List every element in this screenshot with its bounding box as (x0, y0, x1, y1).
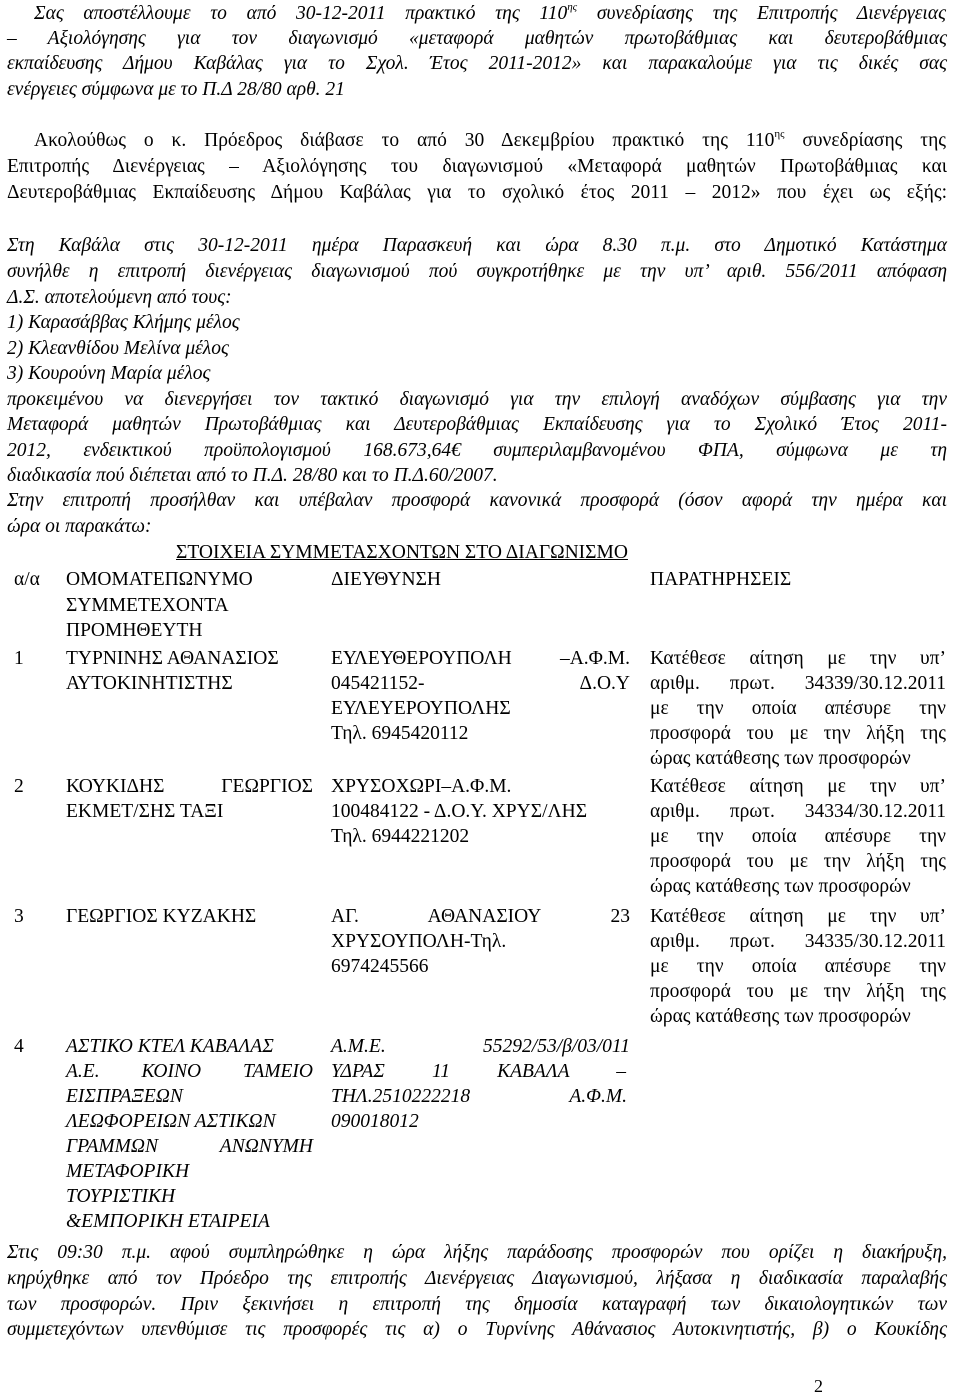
row-address: ΧΡΥΣΟΧΩΡΙ–Α.Φ.Μ. (331, 776, 512, 797)
row-address: ΥΔΡΑΣ 11 ΚΑΒΑΛΑ – (331, 1061, 626, 1082)
header-name: ΣΥΜΜΕΤΕΧΟΝΤΑ (66, 595, 229, 616)
header-num: α/α (14, 569, 40, 590)
row-remarks: με την οποία απέσυρε την (650, 956, 946, 977)
row-remarks: ώρας κατάθεσης των προσφορών (650, 1006, 911, 1027)
intro-line: Σας αποστέλλουμε το από 30-12-2011 πρακτικό της $110^{\eta\varsigma}$ συνεδρίασης της Επιτροπής Διενέργειας (34, 1, 946, 24)
closing-line: συμμετεχόντων υπενθύμισε τις προσφορές τις α) ο Τυρνίνης Αθάνασιος Αυτοκινητιστής, β) ο Κουκίδης (7, 1319, 947, 1340)
row-address: 045421152- Δ.Ο.Υ (331, 673, 630, 694)
header-name: ΠΡΟΜΗΘΕΥΤΗ (66, 620, 203, 641)
member-item: 1) Καρασάββας Κλήμης μέλος (7, 312, 240, 333)
row-address: 100484122 - Δ.Ο.Υ. ΧΡΥΣ/ΛΗΣ (331, 801, 588, 822)
member-item: 2) Κλεανθίδου Μελίνα μέλος (7, 338, 229, 359)
header-address: ΔΙΕΥΘΥΝΣΗ (331, 569, 442, 590)
row-remarks: με την οποία απέσυρε την (650, 826, 946, 847)
row-name: ΤΥΡΝΙΝΗΣ ΑΘΑΝΑΣΙΟΣ (66, 648, 279, 669)
row-name: ΓΕΩΡΓΙΟΣ ΚΥΖΑΚΗΣ (66, 906, 257, 927)
intro-line: – Αξιολόγησης για τον διαγωνισμό «μεταφορά μαθητών πρωτοβάθμιας και δευτεροβάθμιας (7, 28, 947, 49)
row-name: Α.Ε. ΚΟΙΝΟ ΤΑΜΕΙΟ (66, 1061, 313, 1082)
row-remarks: αριθμ. πρωτ. 34334/30.12.2011 (650, 801, 946, 822)
intro-line: ενέργειες σύμφωνα με το Π.Δ 28/80 αρθ. 21 (7, 79, 345, 100)
reading-line: Επιτροπής Διενέργειας – Αξιολόγησης του διαγωνισμού «Μεταφορά μαθητών Πρωτοβάθμιας και (7, 156, 947, 177)
row-address: ΧΡΥΣΟΥΠΟΛΗ-Τηλ. (331, 931, 507, 952)
row-remarks: Κατέθεσε αίτηση με την υπ’ (650, 648, 946, 669)
purpose-line: 2012, ενδεικτικού προϋπολογισμού 168.673,64€ συμπεριλαμβανομένου ΦΠΑ, σύμφωνα με τη (7, 440, 947, 461)
row-name: ΜΕΤΑΦΟΡΙΚΗ (66, 1161, 190, 1182)
reading-line: Ακολούθως ο κ. Πρόεδρος διάβασε το από 30 Δεκεμβρίου πρακτικό της $110^{\eta\varsigma}$ συνεδρίασης της (34, 128, 947, 151)
row-remarks: ώρας κατάθεσης των προσφορών (650, 748, 911, 769)
row-remarks: Κατέθεσε αίτηση με την υπ’ (650, 906, 946, 927)
row-num: 1 (14, 648, 24, 669)
row-num: 4 (14, 1036, 24, 1057)
row-name: &ΕΜΠΟΡΙΚΗ ΕΤΑΙΡΕΙΑ (66, 1211, 270, 1232)
row-name: ΑΥΤΟΚΙΝΗΤΙΣΤΗΣ (66, 673, 233, 694)
purpose-line: Μεταφορά μαθητών Πρωτοβάθμιας και Δευτεροβάθμιας Εκπαίδευσης για το Σχολικό Έτος 2011- (7, 414, 947, 435)
offers-line: Στην επιτροπή προσήλθαν και υπέβαλαν προσφορά κανονικά προσφορά (όσον αφορά την ημέρα και (7, 490, 947, 511)
row-remarks: προσφορά του με την λήξη της (650, 981, 946, 1002)
row-name: ΛΕΩΦΟΡΕΙΩΝ ΑΣΤΙΚΩΝ (66, 1111, 276, 1132)
row-name: ΤΟΥΡΙΣΤΙΚΗ (66, 1186, 176, 1207)
table-title: ΣΤΟΙΧΕΙΑ ΣΥΜΜΕΤΑΣΧΟΝΤΩΝ ΣΤΟ ΔΙΑΓΩΝΙΣΜΟ (176, 542, 628, 563)
offers-line: ώρα οι παρακάτω: (7, 516, 152, 537)
row-address: ΕΥΛΕΥΕΡΟΥΠΟΛΗΣ (331, 698, 511, 719)
minutes-line: Στη Καβάλα στις 30-12-2011 ημέρα Παρασκευή και ώρα 8.30 π.μ. στο Δημοτικό Κατάστημα (7, 235, 947, 256)
row-num: 3 (14, 906, 24, 927)
row-remarks: αριθμ. πρωτ. 34335/30.12.2011 (650, 931, 946, 952)
row-address: ΑΓ. ΑΘΑΝΑΣΙΟΥ 23 (331, 906, 630, 927)
row-remarks: προσφορά του με την λήξη της (650, 723, 946, 744)
row-name: ΕΚΜΕΤ/ΣΗΣ ΤΑΞΙ (66, 801, 224, 822)
row-remarks: προσφορά του με την λήξη της (650, 851, 946, 872)
minutes-line: συνήλθε η επιτροπή διενέργειας διαγωνισμού πού συγκροτήθηκε με την υπ’ αριθ. 556/2011 απόφαση (7, 261, 947, 282)
row-address: Τηλ. 6944221202 (331, 826, 470, 847)
row-remarks: αριθμ. πρωτ. 34339/30.12.2011 (650, 673, 946, 694)
row-name: ΓΡΑΜΜΩΝ ΑΝΩΝΥΜΗ (66, 1136, 313, 1157)
minutes-line: Δ.Σ. αποτελούμενη από τους: (7, 287, 232, 308)
row-address: ΤΗΛ.2510222218 Α.Φ.Μ. (331, 1086, 627, 1107)
row-name: ΚΟΥΚΙΔΗΣ ΓΕΩΡΓΙΟΣ (66, 776, 313, 797)
purpose-line: προκειμένου να διενεργήσει τον τακτικό διαγωνισμό για την επιλογή αναδόχων σύμβασης για την (7, 389, 947, 410)
reading-line: Δευτεροβάθμιας Εκπαίδευσης Δήμου Καβάλας για το σχολικό έτος 2011 – 2012» που έχει ως εξής: (7, 182, 947, 203)
row-remarks: Κατέθεσε αίτηση με την υπ’ (650, 776, 946, 797)
page-number: 2 (814, 1376, 823, 1396)
row-address: Α.Μ.Ε. 55292/53/β/03/011 (331, 1036, 630, 1057)
row-address: 090018012 (331, 1111, 419, 1132)
row-address: ΕΥΛΕΥΘΕΡΟΥΠΟΛΗ –Α.Φ.Μ. (331, 648, 630, 669)
row-name: ΑΣΤΙΚΟ ΚΤΕΛ ΚΑΒΑΛΑΣ (66, 1036, 274, 1057)
header-name: ΟΜΟΜΑΤΕΠΩΝΥΜΟ (66, 569, 253, 590)
row-num: 2 (14, 776, 24, 797)
closing-line: Στις 09:30 π.μ. αφού συμπληρώθηκε η ώρα λήξης παράδοσης προσφορών που ορίζει η διακήρυξη, (7, 1242, 947, 1263)
member-item: 3) Κουρούνη Μαρία μέλος (7, 363, 211, 384)
row-address: 6974245566 (331, 956, 429, 977)
closing-line: των προσφορών. Πριν ξεκινήσει η επιτροπή της δημοσία καταγραφή των δικαιολογητικών των (7, 1294, 947, 1315)
row-name: ΕΙΣΠΡΑΞΕΩΝ (66, 1086, 183, 1107)
row-remarks: με την οποία απέσυρε την (650, 698, 946, 719)
row-remarks: ώρας κατάθεσης των προσφορών (650, 876, 911, 897)
row-address: Τηλ. 6945420112 (331, 723, 469, 744)
purpose-line: διαδικασία πού διέπεται από το Π.Δ. 28/80 και το Π.Δ.60/2007. (7, 465, 498, 486)
header-remarks: ΠΑΡΑΤΗΡΗΣΕΙΣ (650, 569, 792, 590)
intro-line: εκπαίδευσης Δήμου Καβάλας για το Σχολ. Έτος 2011-2012» και παρακαλούμε για τις δικές σας (7, 53, 947, 74)
closing-line: κηρύχθηκε από τον Πρόεδρο της επιτροπής Διενέργειας Διαγωνισμού, λήξασα η διαδικασία παραλαβής (7, 1268, 947, 1289)
